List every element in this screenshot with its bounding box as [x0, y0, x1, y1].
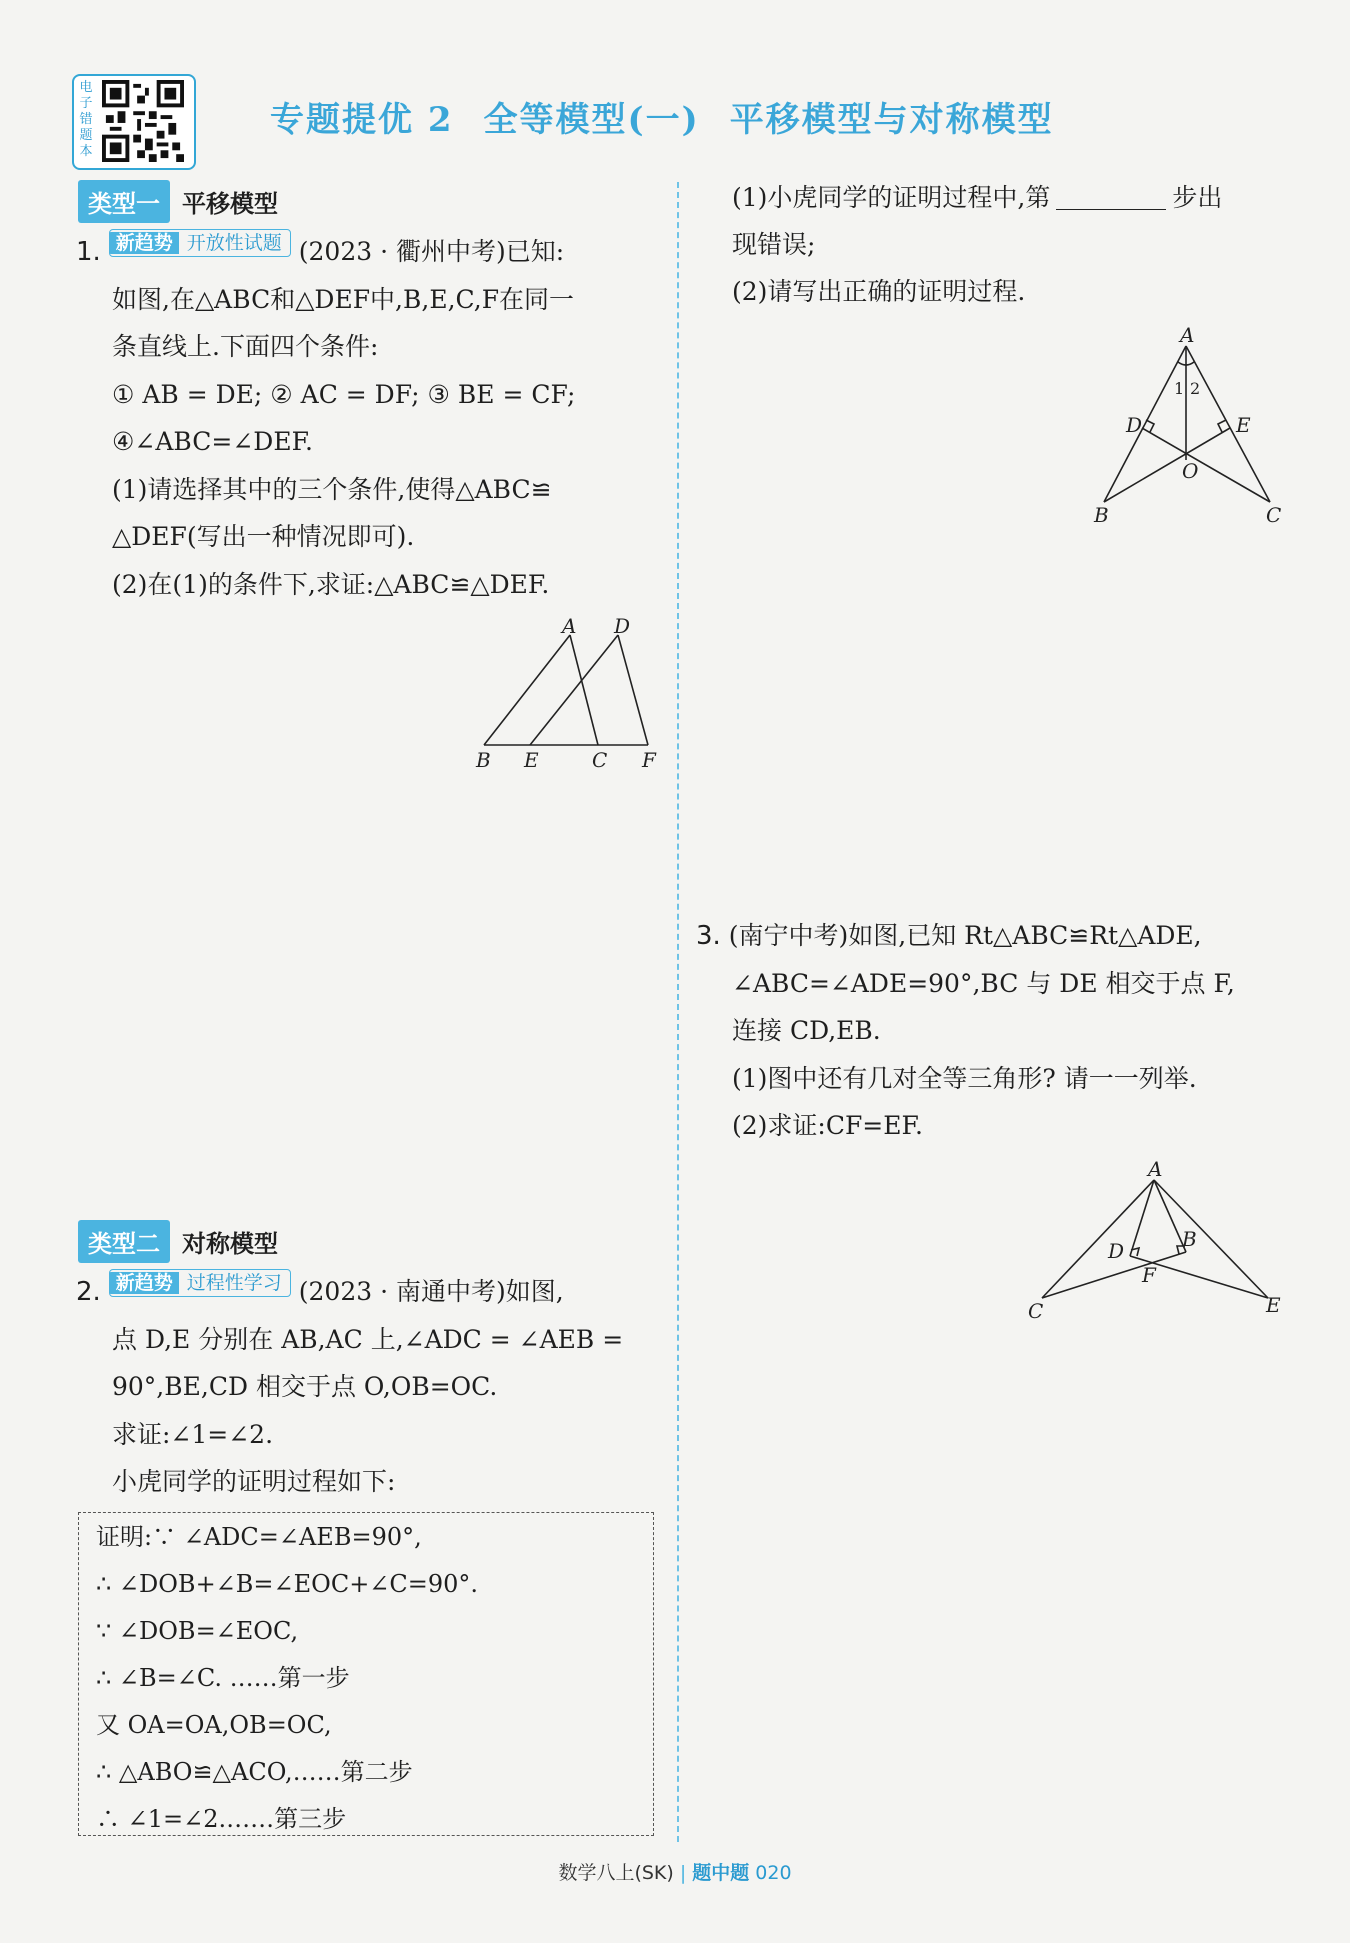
q3-label-F: F: [1142, 1263, 1156, 1287]
q3-label-B: B: [1182, 1227, 1197, 1251]
proof-line-2: ∴ ∠DOB+∠B=∠EOC+∠C=90°.: [96, 1570, 479, 1598]
q2-badge: [109, 1269, 291, 1297]
q1-figure: [470, 615, 670, 775]
q1-source: (2023 · 衢州中考)已知:: [298, 237, 565, 266]
q1-badge-trend: 新趋势: [110, 232, 179, 254]
q3-label-C: C: [1028, 1299, 1044, 1323]
q2-figure: [1080, 322, 1300, 532]
q3-line4: (2)求证:CF=EF.: [732, 1111, 923, 1140]
q2-label-B: B: [1094, 503, 1109, 527]
proof-line-1: 证明:∵ ∠ADC=∠AEB=90°,: [96, 1523, 422, 1551]
q1-line0: [76, 228, 564, 276]
q1-line3: ① AB = DE; ② AC = DF; ③ BE = CF;: [112, 380, 576, 409]
q3-line3: (1)图中还有几对全等三角形? 请一一列举.: [732, 1064, 1197, 1093]
q2-line1: 点 D,E 分别在 AB,AC 上,∠ADC = ∠AEB =: [112, 1325, 624, 1354]
q2-badge-trend: 新趋势: [110, 1272, 179, 1294]
q1-line7: (2)在(1)的条件下,求证:△ABC≌△DEF.: [112, 570, 550, 599]
q2-num: 2.: [76, 1277, 101, 1307]
q1-line5: (1)请选择其中的三个条件,使得△ABC≌: [112, 475, 552, 504]
qr-code-icon: [100, 80, 186, 162]
q2-line0: [76, 1268, 564, 1316]
proof-line-4: ∴ ∠B=∠C. ……第一步: [96, 1664, 350, 1692]
q1-badge-type: 开放性试题: [186, 232, 282, 254]
q2-label-1: 1: [1174, 379, 1185, 398]
q2-label-2: 2: [1190, 379, 1201, 398]
q2-line2: 90°,BE,CD 相交于点 O,OB=OC.: [112, 1372, 498, 1401]
page-footer: [0, 1858, 1350, 1885]
q2-sub1-c: 现错误;: [732, 230, 816, 259]
q1-line1: 如图,在△ABC和△DEF中,B,E,C,F在同一: [112, 285, 575, 314]
section2-title: 对称模型: [182, 1230, 278, 1258]
page-number: 020: [755, 1862, 792, 1884]
footer-series: 题中题: [692, 1862, 750, 1884]
q3-source: (南宁中考)如图,已知 Rt△ABC≌Rt△ADE,: [728, 921, 1202, 950]
section2-header: [78, 1220, 278, 1263]
q2-line4: 小虎同学的证明过程如下:: [112, 1467, 396, 1496]
title-part3: 平移模型与对称模型: [729, 100, 1054, 140]
section1-tag: 类型一: [78, 180, 170, 223]
q1-label-C: C: [592, 748, 608, 772]
q3-label-E: E: [1266, 1293, 1281, 1317]
q2-label-D: D: [1126, 413, 1143, 437]
q2-sub1-a: (1)小虎同学的证明过程中,第: [732, 183, 1051, 212]
q2-source: (2023 · 南通中考)如图,: [298, 1277, 564, 1306]
section1-header: [78, 180, 278, 223]
proof-line-3: ∵ ∠DOB=∠EOC,: [96, 1617, 299, 1645]
q3-figure: [1020, 1158, 1290, 1328]
q3-num: 3.: [696, 921, 721, 951]
q2-sub1-b: 步出: [1172, 183, 1223, 212]
q1-line6: △DEF(写出一种情况即可).: [112, 522, 415, 551]
page-title: [270, 92, 1084, 141]
q3-line1: ∠ABC=∠ADE=90°,BC 与 DE 相交于点 F,: [732, 969, 1235, 998]
q3-line0: [696, 912, 1202, 960]
q1-badge: [109, 229, 291, 257]
section1-title: 平移模型: [182, 190, 278, 218]
footer-book: 数学八上(SK): [558, 1862, 674, 1884]
q1-label-A: A: [562, 615, 577, 638]
title-part2: 全等模型(一): [483, 100, 700, 140]
q1-num: 1.: [76, 237, 101, 267]
q3-label-D: D: [1108, 1239, 1125, 1263]
answer-blank[interactable]: [1056, 183, 1166, 210]
q2-sub1: [732, 174, 1222, 221]
column-divider: [677, 182, 679, 1842]
q2-label-E: E: [1236, 413, 1251, 437]
q1-label-F: F: [642, 748, 656, 772]
q2-label-O: O: [1182, 459, 1199, 483]
q2-label-C: C: [1266, 503, 1282, 527]
section2-tag: 类型二: [78, 1220, 170, 1263]
q3-label-A: A: [1148, 1158, 1163, 1181]
q1-label-D: D: [614, 615, 631, 638]
q2-label-A: A: [1180, 323, 1195, 347]
q1-label-E: E: [524, 748, 539, 772]
proof-line-7: ∴ ∠1=∠2.……第三步: [96, 1805, 347, 1833]
q1-line2: 条直线上.下面四个条件:: [112, 332, 379, 361]
qr-label: 电子错题本: [79, 80, 93, 159]
q2-badge-type: 过程性学习: [186, 1272, 282, 1294]
q1-label-B: B: [476, 748, 491, 772]
title-part1: 专题提优 2: [270, 100, 454, 140]
q3-line2: 连接 CD,EB.: [732, 1016, 881, 1045]
q1-line4: ④∠ABC=∠DEF.: [112, 427, 313, 456]
q2-sub2: (2)请写出正确的证明过程.: [732, 277, 1026, 306]
q2-line3: 求证:∠1=∠2.: [112, 1420, 274, 1449]
proof-line-6: ∴ △ABO≌△ACO,……第二步: [96, 1758, 413, 1786]
proof-line-5: 又 OA=OA,OB=OC,: [96, 1711, 332, 1739]
footer-sep: |: [679, 1862, 687, 1884]
